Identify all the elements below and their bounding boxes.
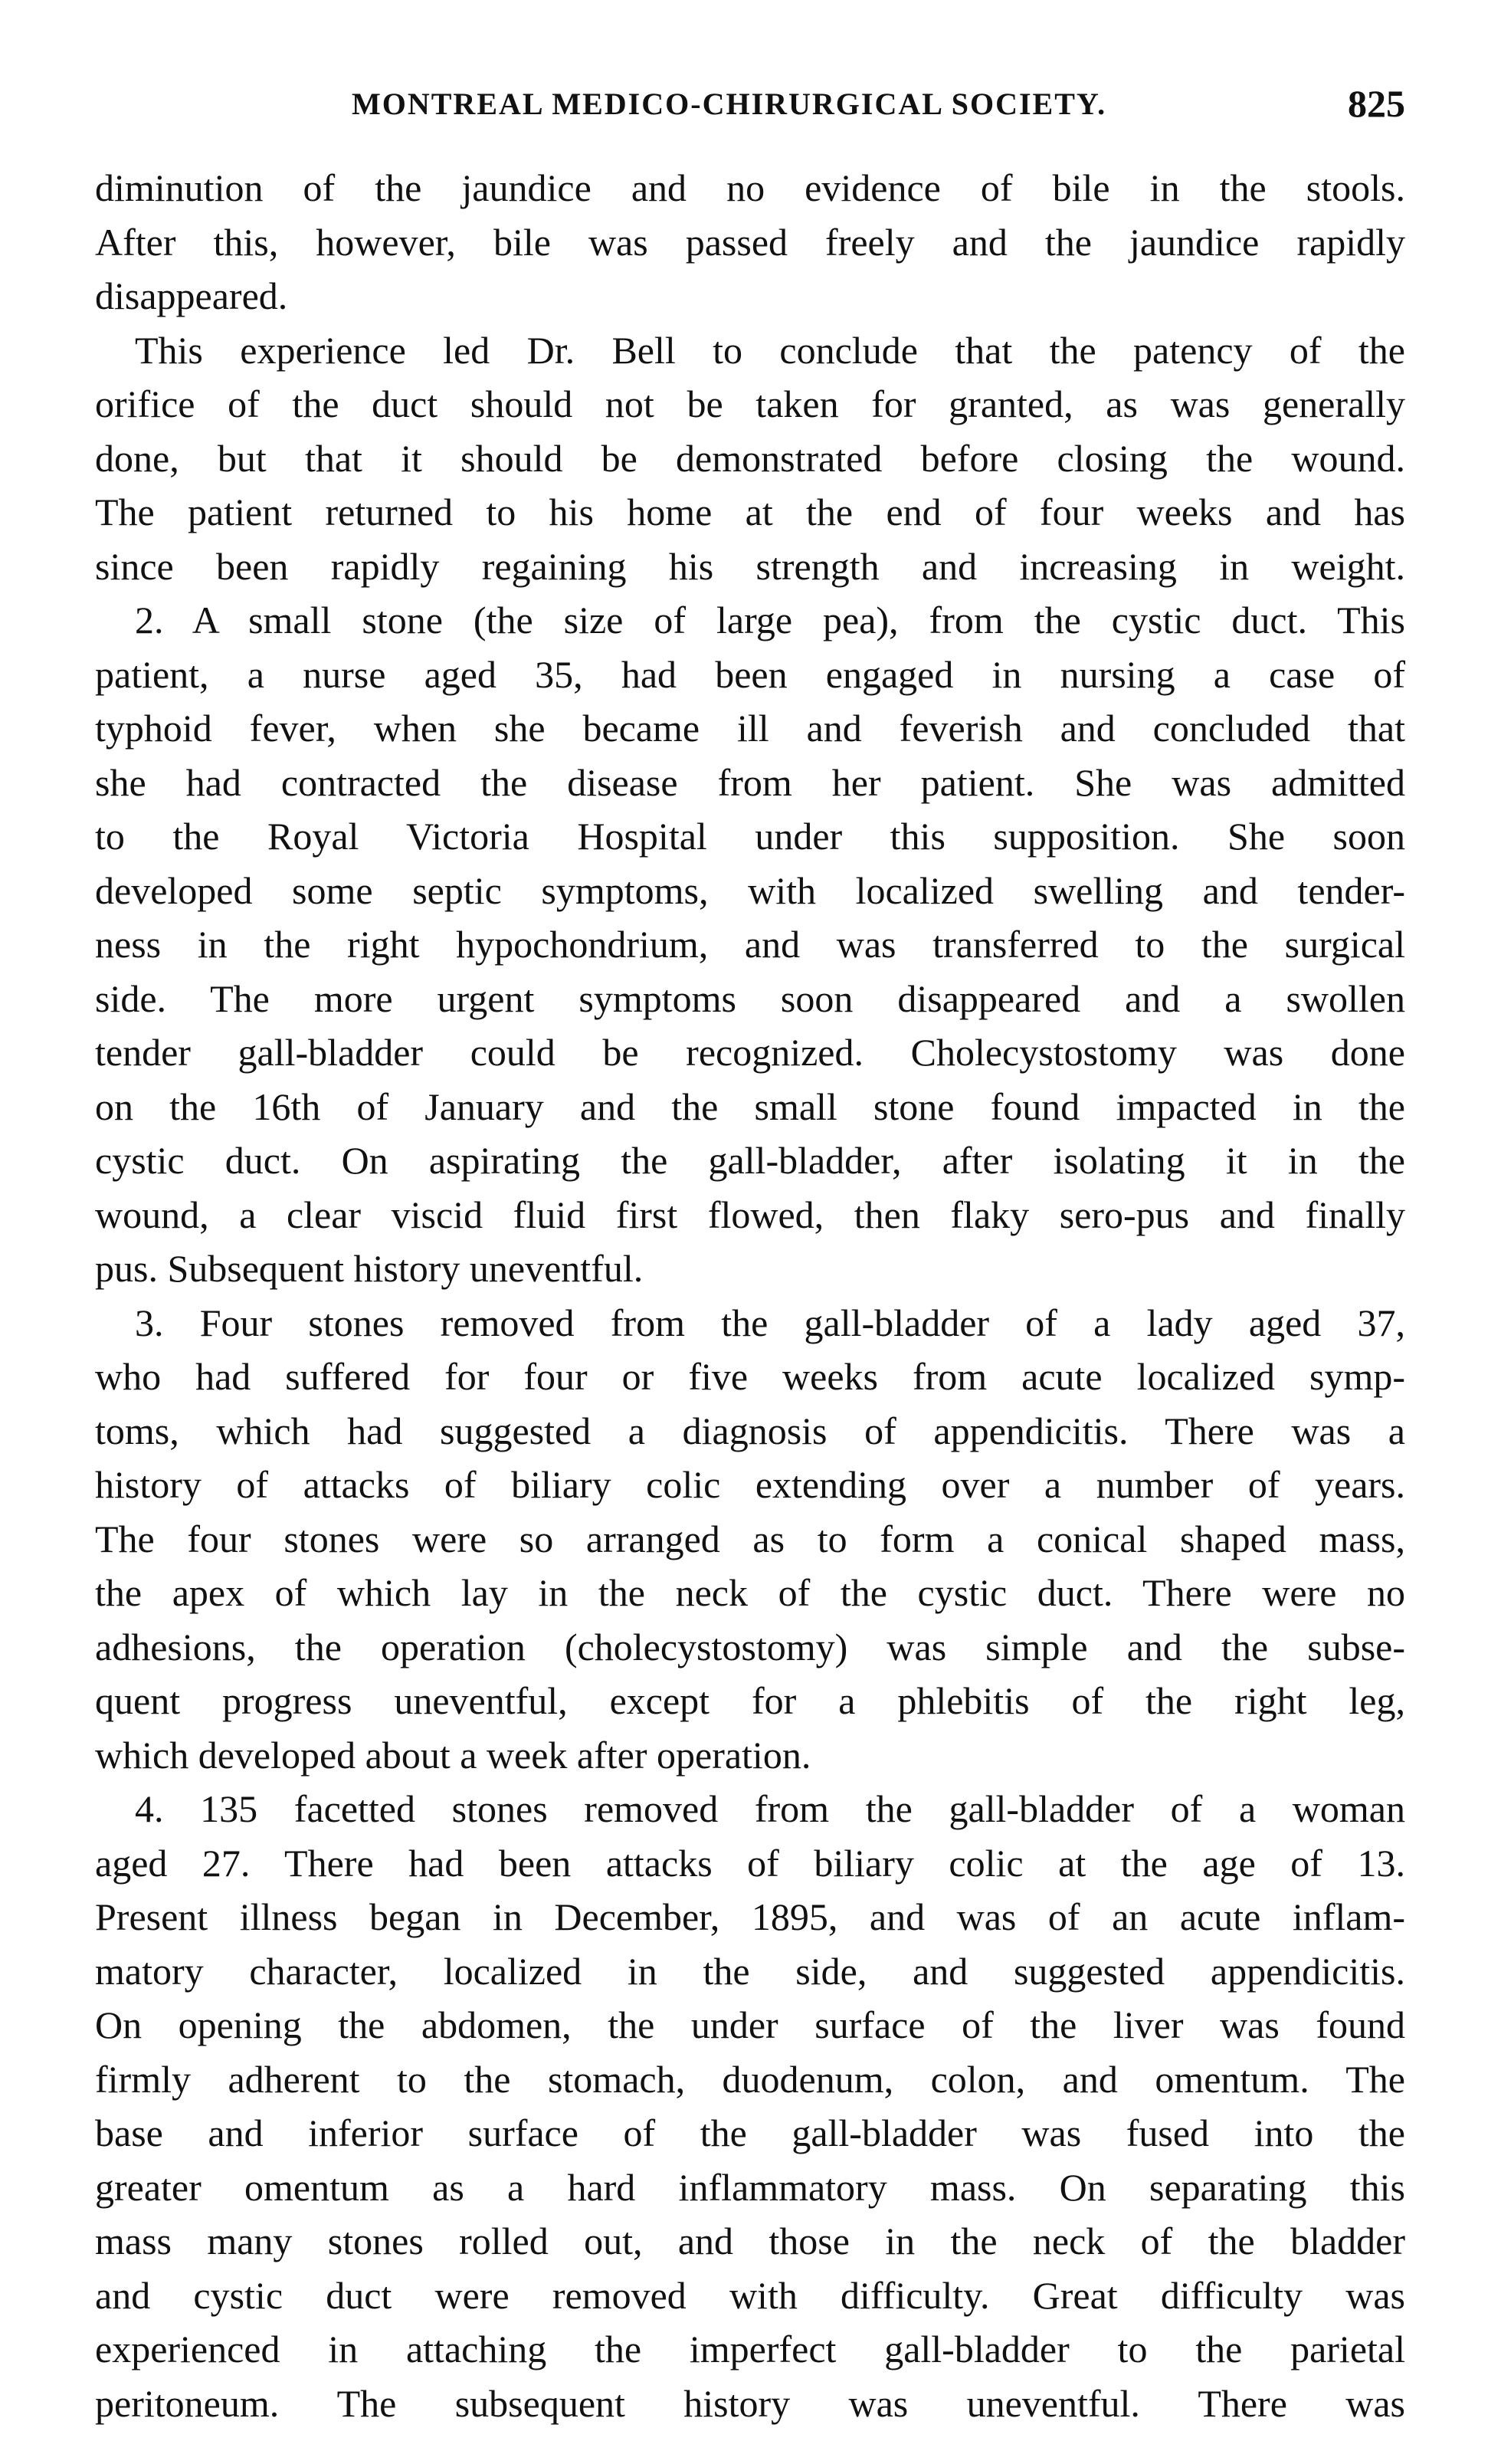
text-line: On opening the abdomen, the under surface of the liver was found (95, 2003, 1405, 2046)
text-line: 2. A small stone (the size of large pea), from the cystic duct. This (135, 599, 1405, 641)
text-line: The four stones were so arranged as to form a conical shaped mass, (95, 1517, 1405, 1560)
text-line: done, but that it should be demonstrated before closing the wound. (95, 436, 1405, 480)
text-line: matory character, localized in the side, and suggested appendicitis. (95, 1949, 1405, 1993)
text-line: diminution of the jaundice and no evidence of bile in the stools. (95, 166, 1405, 209)
text-line: orifice of the duct should not be taken for granted, as was generally (95, 382, 1405, 425)
text-line: 4. 135 facetted stones removed from the gall-bladder of a woman (135, 1787, 1405, 1830)
text-line: quent progress uneventful, except for a phlebitis of the right leg, (95, 1679, 1405, 1722)
text-line: aged 27. There had been attacks of biliary colic at the age of 13. (95, 1841, 1405, 1885)
text-line: cystic duct. On aspirating the gall-bladder, after isolating it in the (95, 1139, 1405, 1182)
text-line: and cystic duct were removed with difficulty. Great difficulty was (95, 2273, 1405, 2317)
text-line: tender gall-bladder could be recognized. Cholecystostomy was done (95, 1031, 1405, 1074)
running-title: MONTREAL MEDICO-CHIRURGICAL SOCIETY. (352, 87, 1107, 121)
text-line: who had suffered for four or five weeks from acute localized symp- (95, 1355, 1405, 1398)
text-line: on the 16th of January and the small stone found impacted in the (95, 1084, 1405, 1128)
text-line: The patient returned to his home at the end of four weeks and has (95, 491, 1405, 533)
text-line: adhesions, the operation (cholecystostomy) was simple and the subse- (95, 1625, 1405, 1668)
text-line: experienced in attaching the imperfect gall-bladder to the parietal (95, 2328, 1405, 2370)
text-line: developed some septic symptoms, with localized swelling and tender- (95, 868, 1405, 912)
text-line: firmly adherent to the stomach, duodenum, colon, and omentum. The (95, 2057, 1405, 2101)
text-line: disappeared. (95, 274, 288, 317)
text-line: history of attacks of biliary colic extending over a number of years. (95, 1463, 1405, 1506)
text-line: wound, a clear viscid fluid first flowed, then flaky sero-pus and finally (95, 1193, 1405, 1236)
running-header (95, 82, 1405, 132)
text-line: since been rapidly regaining his strength and increasing in weight. (95, 544, 1405, 588)
text-line: After this, however, bile was passed freely and the jaundice rapidly (95, 220, 1405, 264)
text-line: toms, which had suggested a diagnosis of appendicitis. There was a (95, 1409, 1405, 1452)
text-line: greater omentum as a hard inflammatory mass. On separating this (95, 2165, 1405, 2209)
text-line: mass many stones rolled out, and those in the neck of the bladder (95, 2220, 1405, 2262)
body-text (95, 161, 1405, 2430)
text-line: ness in the right hypochondrium, and was transferred to the surgical (95, 923, 1405, 966)
text-line: peritoneum. The subsequent history was uneventful. There was (95, 2381, 1405, 2425)
text-line: the apex of which lay in the neck of the cystic duct. There were no (95, 1571, 1405, 1614)
page-number: 825 (1348, 82, 1405, 125)
text-line: side. The more urgent symptoms soon disappeared and a swollen (95, 976, 1405, 1020)
text-line: which developed about a week after operation. (95, 1733, 811, 1777)
text-line: 3. Four stones removed from the gall-bladder of a lady aged 37, (135, 1301, 1405, 1344)
text-line: base and inferior surface of the gall-bladder was fused into the (95, 2111, 1405, 2154)
text-line: Present illness began in December, 1895, and was of an acute inflam- (95, 1895, 1405, 1938)
text-line: pus. Subsequent history uneventful. (95, 1247, 644, 1290)
text-line: to the Royal Victoria Hospital under this supposition. She soon (95, 815, 1405, 858)
text-line: typhoid fever, when she became ill and feverish and concluded that (95, 707, 1405, 750)
text-line: This experience led Dr. Bell to conclude that the patency of the (135, 328, 1405, 372)
text-line: patient, a nurse aged 35, had been engaged in nursing a case of (95, 652, 1405, 696)
text-line: she had contracted the disease from her patient. She was admitted (95, 760, 1405, 804)
